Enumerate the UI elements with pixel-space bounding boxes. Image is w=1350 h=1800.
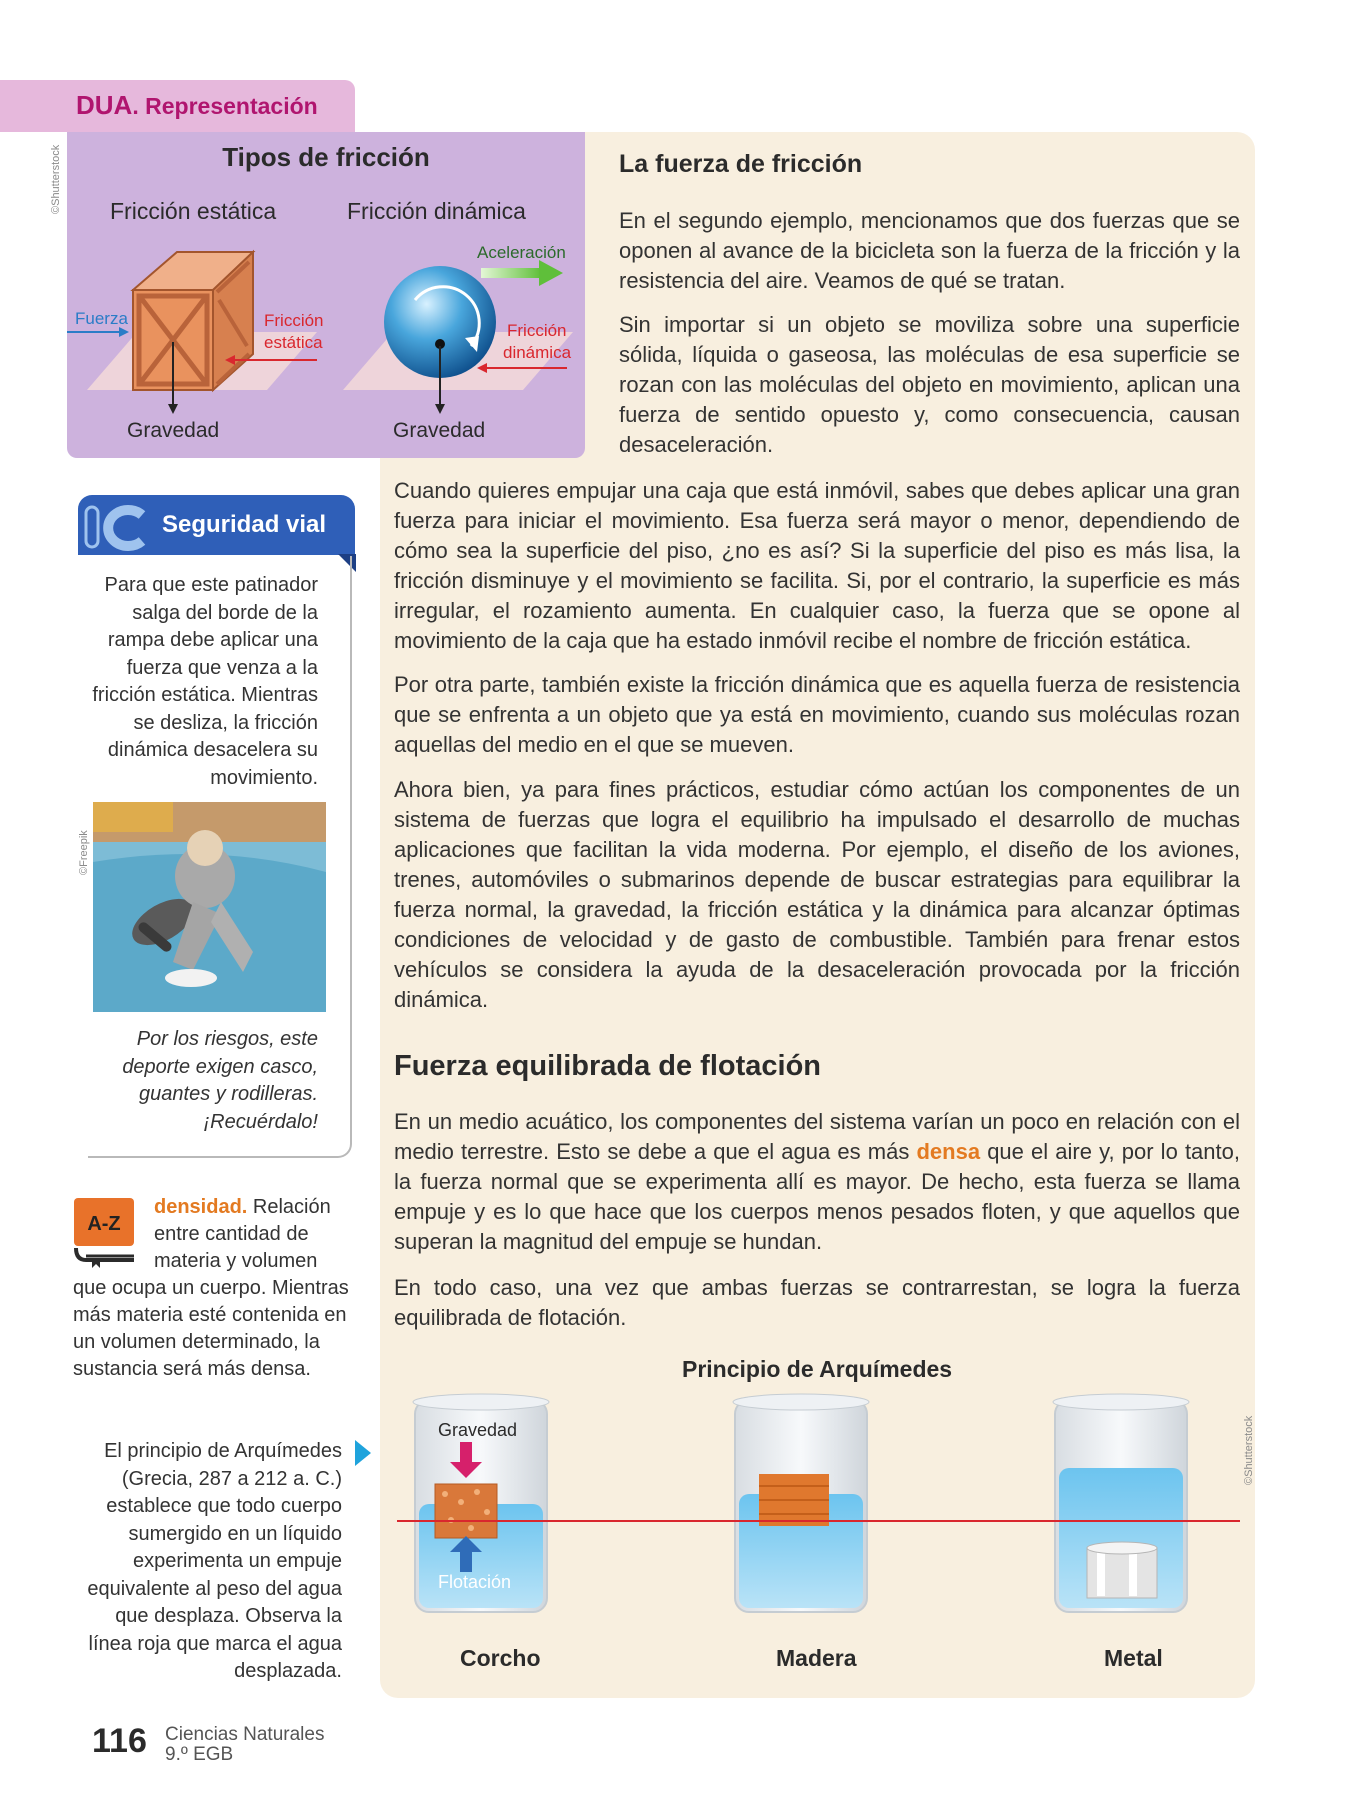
beaker-label-madera: Madera (776, 1645, 857, 1671)
wood-block (759, 1474, 829, 1526)
ic-badge-icon (82, 503, 148, 551)
friction-paragraph-2: Sin importar si un objeto se moviliza sobre una superficie sólida, líquida o gaseosa, las moléculas de esa superficie se rozan con las moléculas del objeto en movimiento, aplican una fuerza de sentido opuesto y, como consecuencia, causan desaceleración. (619, 312, 1240, 457)
skater-photo (93, 802, 326, 1012)
beaker-label-corcho: Corcho (460, 1645, 541, 1671)
metal-block (1087, 1542, 1157, 1598)
dynamic-friction-label-1: Fricción (507, 321, 567, 340)
friction-paragraph-4: Por otra parte, también existe la fricción dinámica que es aquella fuerza de resistencia que se enfrenta a un objeto que ya está en movimiento, cuando sus moléculas rozan aquellas del medio en el que se mueven. (394, 672, 1240, 757)
archimedes-title: Principio de Arquímedes (682, 1356, 953, 1382)
dynamic-gravity-arrowhead (435, 404, 445, 414)
road-safety-caption-line: deporte exigen casco, (122, 1055, 318, 1078)
archimedes-flotation-label: Flotación (438, 1572, 512, 1592)
static-friction-label-1: Fricción (264, 311, 324, 330)
glossary-def-2: entre cantidad de (154, 1223, 309, 1245)
road-safety-header (78, 495, 355, 555)
static-gravity-label: Gravedad (127, 419, 220, 442)
cork-block (435, 1484, 497, 1538)
dynamic-friction-title: Fricción dinámica (347, 198, 526, 224)
static-friction-label-2: estática (264, 333, 323, 352)
glossary-line-1 (154, 1194, 354, 1221)
densa-highlight: densa (916, 1139, 981, 1164)
glossary-head (154, 1194, 354, 1275)
glossary-def-1: Relación (252, 1196, 331, 1218)
dua-label-rest: . Representación (132, 93, 318, 119)
flotation-paragraph-2: En todo caso, una vez que ambas fuerzas se contrarrestan, se logra la fuerza equilibrada de flotación. (394, 1275, 1240, 1330)
dua-label-strong: DUA (76, 90, 133, 120)
friction-paragraph-5: Ahora bien, ya para fines prácticos, estudiar cómo actúan los componentes de un sistema de fuerzas que logra el equilibrio ha impulsado el desarrollo de muchas aplicaciones que facilitan la vida moderna. Por ejemplo, el diseño de los aviones, trenes, automóviles o submarinos depende de buscar estrategias para equilibrar la fuerza normal, la gravedad, la fricción estática y la dinámica para alcanzar óptimas condiciones de velocidad y de gasto de combustible. También para frenar estos vehículos se considera la ayuda de la desaceleración provocada por la fricción dinámica. (394, 777, 1240, 1012)
road-safety-line: movimiento. (210, 766, 318, 789)
acceleration-arrow (481, 268, 541, 278)
footer-subject (165, 1725, 324, 1765)
glossary-def-3: materia y volumen (154, 1250, 318, 1272)
static-friction-title: Fricción estática (110, 198, 277, 224)
acceleration-label: Aceleración (477, 243, 566, 262)
friction-diagram (67, 132, 585, 458)
credit-freepik: ©Freepik (78, 830, 90, 875)
archimedes-note: El principio de Arquímedes (Grecia, 287 a 212 a. C.) establece que todo cuerpo sumergido en un líquido experimenta un empuje equivalente al peso del agua que desplaza. Observa la línea roja que marca el agua desplazada. (87, 1440, 342, 1682)
friction-paragraph-3: Cuando quieres empujar una caja que está inmóvil, sabes que debes aplicar una gran fuerza para iniciar el movimiento. Esa fuerza será mayor o menor, dependiendo de cómo sea la superficie del piso, ¿no es así? Si la superficie del piso es más lisa, la fricción disminuye y el movimiento se facilita. Si, por el contrario, la superficie es más irregular, el rozamiento aumenta. En cualquier caso, la fuerza que se opone al movimiento de la caja que ha estado inmóvil recibe el nombre de fricción estática. (394, 478, 1240, 653)
flotation-heading: Fuerza equilibrada de flotación (394, 1050, 822, 1082)
dua-tab (0, 80, 355, 132)
crate-icon (133, 252, 253, 390)
friction-diagram-title: Tipos de fricción (222, 142, 430, 172)
dynamic-gravity-label: Gravedad (393, 419, 486, 442)
beaker-label-metal: Metal (1104, 1645, 1163, 1671)
footer-grade: 9.º EGB (165, 1744, 234, 1765)
friction-paragraph-1: En el segundo ejemplo, mencionamos que dos fuerzas que se oponen al avance de la bicicleta son la fuerza de la fricción y la resistencia del aire. Veamos de qué se tratan. (619, 208, 1240, 293)
glossary-def-rest: que ocupa un cuerpo. Mientras más materia esté contenida en un volumen determinado, la sustancia será más densa. (73, 1277, 349, 1380)
glossary-term: densidad (154, 1196, 242, 1218)
road-safety-line: Para que este patinador (104, 574, 318, 596)
road-safety-line: fuerza que venza a la (126, 656, 318, 679)
flotation-p1-a: En un medio acuático, los componentes del sistema varían un poco en relación con el medio terrestre. Esto se debe a que el agua es más (394, 1109, 1240, 1164)
flotation-paragraph-1 (394, 1107, 1240, 1257)
archimedes-gravity-label: Gravedad (438, 1420, 518, 1440)
road-safety-caption-line: Por los riesgos, este (136, 1028, 318, 1050)
road-safety-line: rampa debe aplicar una (107, 629, 318, 651)
dua-label (76, 90, 318, 121)
credit-shutterstock-top: ©Shutterstock (50, 144, 62, 214)
dynamic-friction-label-2: dinámica (503, 343, 572, 362)
pointer-arrow-icon (355, 1440, 371, 1466)
footer-subject-name: Ciencias Naturales (165, 1724, 325, 1745)
road-safety-caption-line: ¡Recuérdalo! (203, 1110, 318, 1133)
road-safety-line: se desliza, la fricción (133, 711, 318, 734)
static-gravity-arrowhead (168, 404, 178, 414)
dictionary-icon (72, 1196, 138, 1268)
road-safety-line: salga del borde de la (132, 601, 318, 624)
road-safety-caption (60, 1026, 318, 1136)
credit-shutterstock-bottom: ©Shutterstock (1243, 1415, 1255, 1485)
friction-illustration (67, 132, 585, 458)
road-safety-caption-line: guantes y rodilleras. (139, 1083, 318, 1105)
road-safety-title: Seguridad vial (162, 511, 327, 538)
force-label: Fuerza (75, 309, 128, 328)
flotation-p1-b: que el aire y, por lo tanto, la fuerza normal que se experimenta allí es mayor. De hecho, esta fuerza se llama empuje y es lo que hace que los cuerpos menos pesados floten, y que aquellos que superan la magnitud del empuje se hundan. (394, 1139, 1240, 1254)
road-safety-line: dinámica desacelera su (107, 739, 318, 761)
glossary-term-dot: . (241, 1196, 248, 1218)
friction-heading: La fuerza de fricción (619, 150, 863, 178)
dictionary-icon-text: A-Z (87, 1213, 121, 1235)
road-safety-text (60, 572, 318, 792)
road-safety-line: fricción estática. Mientras (92, 684, 318, 706)
page-number: 116 (92, 1722, 147, 1760)
